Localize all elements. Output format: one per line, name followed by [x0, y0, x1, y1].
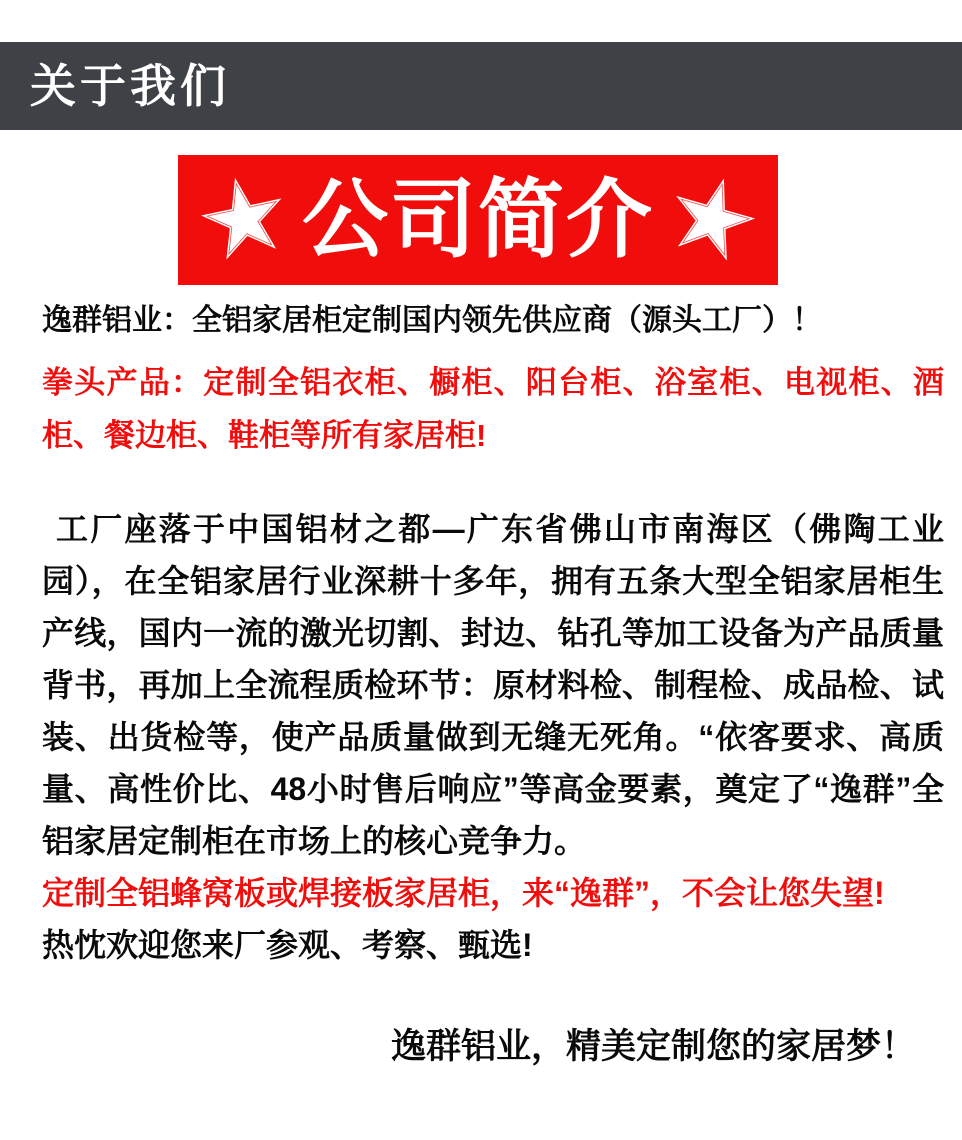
section-header-bar	[0, 42, 962, 130]
star-icon	[187, 163, 301, 277]
about-text-block	[42, 503, 944, 971]
company-intro-line: 逸群铝业：全铝家居柜定制国内领先供应商（源头工厂）！	[42, 304, 822, 337]
welcome-line: 热忱欢迎您来厂参观、考察、甄选!	[42, 927, 533, 963]
star-icon	[653, 161, 772, 280]
body-content	[0, 303, 962, 1069]
factory-description-paragraph: 工厂座落于中国铝材之都—广东省佛山市南海区（佛陶工业园），在全铝家居行业深耕十多年，拥有五条大型全铝家居柜生产线，国内一流的激光切割、封边、钻孔等加工设备为产品质量背书，再加上全流程质检环节：原材料检、制程检、成品检、试装、出货检等，使产品质量做到无缝无死角。“依客要求、高质量、高性价比、48小时售后响应”等高金要素，奠定了“逸群”全铝家居定制柜在市场上的核心竞争力。	[42, 511, 944, 859]
top-margin	[0, 0, 962, 42]
key-products-line: 拳头产品：定制全铝衣柜、橱柜、阳台柜、浴室柜、电视柜、酒柜、餐边柜、鞋柜等所有家居柜!	[42, 365, 944, 453]
banner-title: 公司简介	[302, 172, 654, 268]
footer-slogan: 逸群铝业，精美定制您的家居梦！	[390, 1027, 916, 1066]
page-title: 关于我们	[30, 60, 230, 112]
company-profile-banner	[178, 155, 778, 285]
promo-line: 定制全铝蜂窝板或焊接板家居柜，来“逸群”，不会让您失望!	[42, 875, 885, 911]
